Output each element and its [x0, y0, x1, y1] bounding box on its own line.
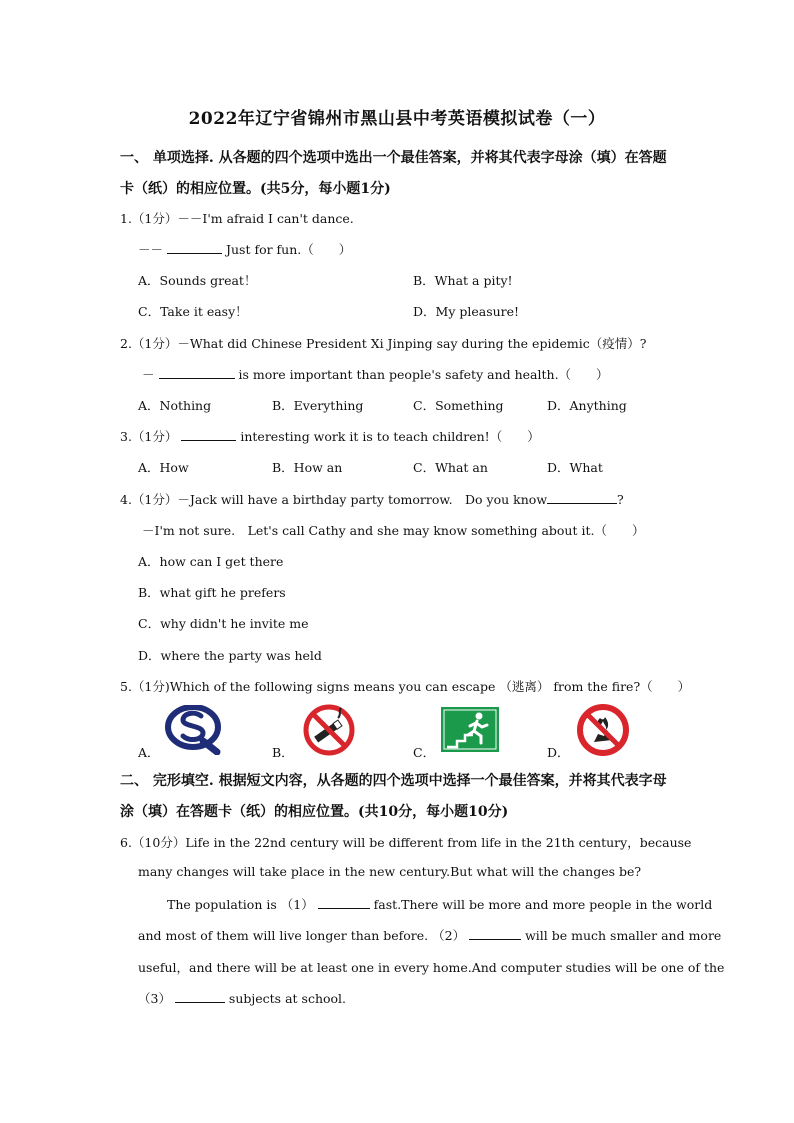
q3-option-b[interactable]: B．How an — [272, 460, 343, 475]
q1-reply-suffix: Just for fun.（ ） — [225, 242, 352, 257]
q6-line3-prefix: The population is （1） — [167, 897, 314, 912]
q4-stem-prefix: 4.（1分）－Jack will have a birthday party tomorrow. Do you know — [120, 492, 548, 507]
no-fire-sign-icon — [574, 704, 632, 756]
q4-answer-blank[interactable] — [547, 491, 617, 504]
q1-option-c[interactable]: C．Take it easy！ — [138, 304, 248, 319]
section2-heading-line1: 二、 完形填空. 根据短文内容，从各题的四个选项中选择一个最佳答案，并将其代表字母 — [120, 773, 667, 789]
q5-option-d[interactable]: D． — [547, 745, 570, 760]
q2-reply-prefix: － — [142, 367, 155, 382]
q1-option-b[interactable]: B．What a pity! — [413, 273, 513, 288]
q6-line6-suffix: subjects at school. — [228, 991, 347, 1006]
q6-passage-line2: many changes will take place in the new century.But what will the changes be? — [138, 864, 642, 879]
q2-option-a[interactable]: A．Nothing — [138, 398, 212, 413]
q1-option-a[interactable]: A．Sounds great！ — [138, 273, 257, 288]
q6-line6-prefix: （3） — [138, 991, 171, 1006]
q6-line4-prefix: and most of them will live longer than before. （2） — [138, 928, 466, 943]
section2-heading-line2: 涂（填）在答题卡（纸）的相应位置。(共10分，每小题10分) — [120, 804, 509, 820]
section1-heading-line1: 一、 单项选择. 从各题的四个选项中选出一个最佳答案，并将其代表字母涂（填）在答题 — [120, 150, 667, 166]
q4-option-c[interactable]: C．why didn't he invite me — [138, 616, 309, 631]
section1-heading-line2: 卡（纸）的相应位置。(共5分，每小题1分) — [120, 181, 391, 197]
q2-stem: 2.（1分）－What did Chinese President Xi Jinping say during the epidemic（疫情）? — [120, 336, 647, 351]
q4-stem-suffix: ? — [617, 492, 624, 507]
q4-option-a[interactable]: A．how can I get there — [138, 554, 284, 569]
q6-blank-3[interactable] — [175, 990, 225, 1003]
q1-reply — [138, 240, 351, 258]
q5-option-c[interactable]: C． — [413, 745, 436, 760]
q6-line4-suffix: will be much smaller and more — [525, 928, 722, 943]
no-smoking-sign-icon — [300, 704, 358, 756]
q1-option-d[interactable]: D．My pleasure! — [413, 304, 520, 319]
q2-answer-blank[interactable] — [159, 366, 235, 379]
q2-reply — [142, 365, 609, 383]
page-title: 2022年辽宁省锦州市黑山县中考英语模拟试卷（一） — [188, 109, 606, 129]
q6-passage-line6 — [138, 989, 346, 1007]
q6-blank-1[interactable] — [318, 896, 370, 909]
q2-option-d[interactable]: D．Anything — [547, 398, 627, 413]
q1-stem: 1.（1分）－－I'm afraid I can't dance. — [120, 211, 354, 226]
q2-reply-suffix: is more important than people's safety and health.（ ） — [238, 367, 609, 382]
q1-reply-prefix: －－ — [138, 242, 164, 257]
q6-line3-suffix: fast.There will be more and more people in the world — [373, 897, 713, 912]
q3-option-c[interactable]: C．What an — [413, 460, 488, 475]
q6-passage-line3 — [167, 895, 712, 913]
q3-stem-prefix: 3.（1分） — [120, 429, 178, 444]
q6-passage-line5: useful，and there will be at least one in every home.And computer studies will be one of the — [138, 960, 725, 975]
q4-stem — [120, 490, 624, 508]
q3-option-d[interactable]: D．What — [547, 460, 603, 475]
q3-stem-suffix: interesting work it is to teach children!（ ） — [240, 429, 540, 444]
q1-answer-blank[interactable] — [167, 241, 222, 254]
quality-mark-sign-icon — [165, 705, 221, 755]
q3-option-a[interactable]: A．How — [138, 460, 189, 475]
q3-stem — [120, 427, 540, 445]
q6-blank-2[interactable] — [469, 927, 521, 940]
q2-option-b[interactable]: B．Everything — [272, 398, 364, 413]
q2-option-c[interactable]: C．Something — [413, 398, 504, 413]
q6-passage-line1: 6.（10分）Life in the 22nd century will be different from life in the 21th century，because — [120, 835, 692, 850]
q4-option-d[interactable]: D．where the party was held — [138, 648, 322, 663]
q6-passage-line4 — [138, 926, 721, 944]
q3-answer-blank[interactable] — [181, 428, 236, 441]
emergency-exit-sign-icon — [441, 707, 499, 752]
q4-option-b[interactable]: B．what gift he prefers — [138, 585, 286, 600]
q4-reply: －I'm not sure. Let's call Cathy and she may know something about it.（ ） — [142, 523, 645, 538]
q5-option-a[interactable]: A． — [138, 745, 160, 760]
q5-option-b[interactable]: B． — [272, 745, 294, 760]
q5-stem: 5.（1分)Which of the following signs means you can escape （逃离） from the fire?（ ） — [120, 679, 691, 694]
